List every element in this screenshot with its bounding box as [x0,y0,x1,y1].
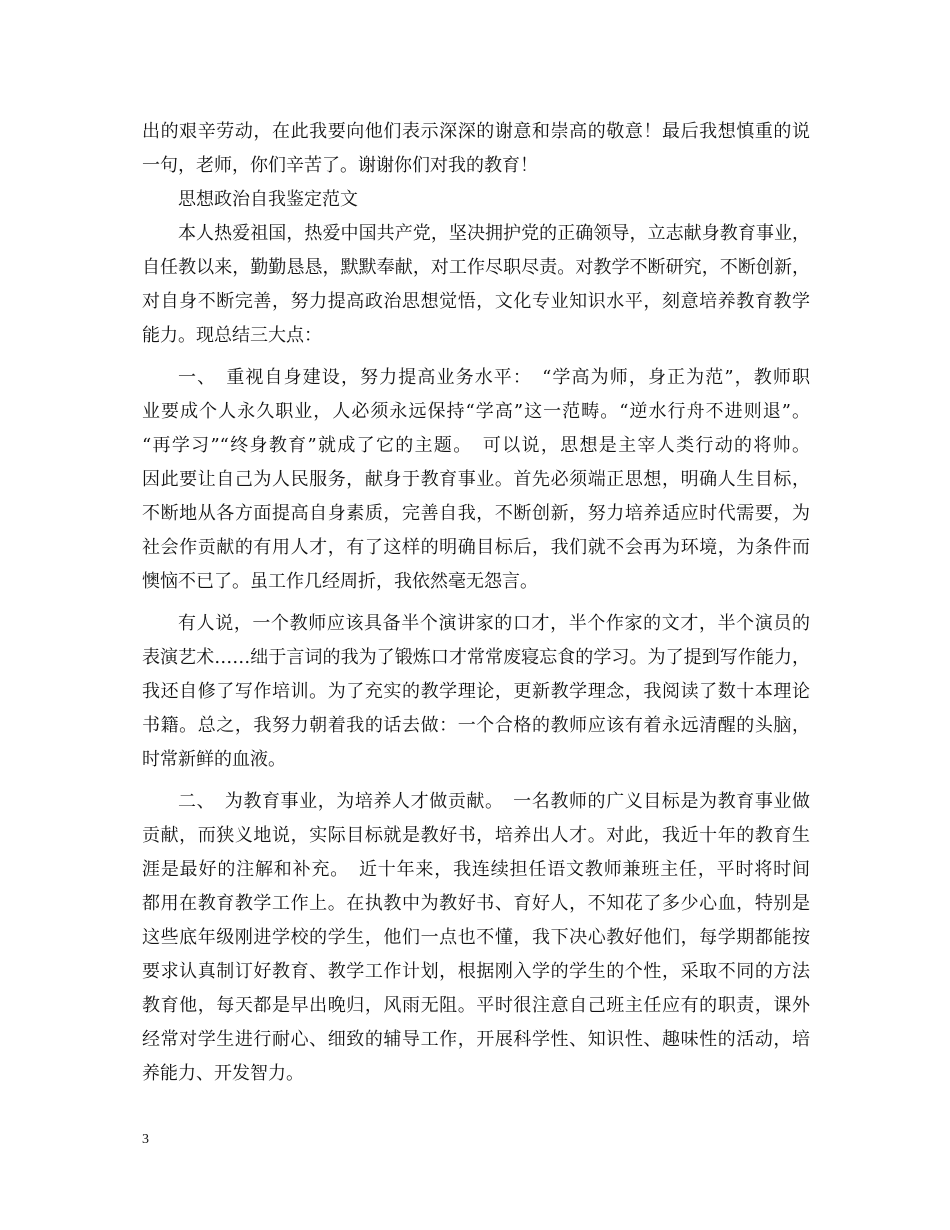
text-line: 不断地从各方面提高自身素质，完善自我，不断创新，努力培养适应时代需要，为 [142,503,810,524]
text-line: 因此要让自己为人民服务，献身于教育事业。首先必须端正思想，明确人生目标， [142,469,810,490]
text-line: 教育他，每天都是早出晚归，风雨无阻。平时很注意自己班主任应有的职责，课外 [142,995,810,1016]
text-line: 社会作贡献的有用人才，有了这样的明确目标后，我们就不会再为环境，为条件而 [142,537,810,558]
section-heading: 思想政治自我鉴定范文 [178,189,358,210]
text-line: “再学习”“终身教育”就成了它的主题。 可以说，思想是主宰人类行动的将帅。 [142,435,810,456]
text-line: 本人热爱祖国，热爱中国共产党，坚决拥护党的正确领导，立志献身教育事业， [178,223,810,244]
text-line: 涯是最好的注解和补充。 近十年来，我连续担任语文教师兼班主任，平时将时间 [142,859,810,880]
text-line: 都用在教育教学工作上。在执教中为教好书、育好人，不知花了多少心血，特别是 [142,893,810,914]
text-line: 经常对学生进行耐心、细致的辅导工作，开展科学性、知识性、趣味性的活动，培 [142,1029,810,1050]
text-line: 自任教以来，勤勤恳恳，默默奉献，对工作尽职尽责。对教学不断研究，不断创新， [142,257,810,278]
text-line: 懊恼不已了。虽工作几经周折，我依然毫无怨言。 [142,571,538,592]
document-body [142,115,810,1091]
text-line: 有人说，一个教师应该具备半个演讲家的口才，半个作家的文才，半个演员的 [178,613,810,634]
text-line: 要求认真制订好教育、教学工作计划，根据刚入学的学生的个性，采取不同的方法 [142,961,810,982]
text-line: 二、 为教育事业，为培养人才做贡献。 一名教师的广义目标是为教育事业做 [178,791,810,812]
text-line: 能力。现总结三大点： [142,325,322,346]
text-line: 业要成个人永久职业，人必须永远保持“学高”这一范畴。“逆水行舟不进则退”。 [142,401,810,422]
paragraph-gap [142,777,810,785]
text-line: 对自身不断完善，努力提高政治思想觉悟，文化专业知识水平，刻意培养教育教学 [142,291,810,312]
text-line: 这些底年级刚进学校的学生，他们一点也不懂，我下决心教好他们，每学期都能按 [142,927,810,948]
page-number: 3 [142,1132,149,1147]
text-line: 一句，老师，你们辛苦了。谢谢你们对我的教育！ [142,155,538,176]
text-line: 书籍。总之，我努力朝着我的话去做：一个合格的教师应该有着永远清醒的头脑， [142,715,810,736]
text-line: 养能力、开发智力。 [142,1063,304,1084]
text-line: 一、 重视自身建设，努力提高业务水平： “学高为师，身正为范”，教师职 [178,367,810,388]
paragraph-gap [142,599,810,607]
paragraph-gap [142,353,810,361]
text-line: 贡献，而狭义地说，实际目标就是教好书，培养出人才。对此，我近十年的教育生 [142,825,810,846]
text-line: 表演艺术……绌于言词的我为了锻炼口才常常废寝忘食的学习。为了提到写作能力， [142,647,810,668]
text-line: 出的艰辛劳动，在此我要向他们表示深深的谢意和崇高的敬意！最后我想慎重的说 [142,121,810,142]
text-line: 时常新鲜的血液。 [142,749,286,770]
text-line: 我还自修了写作培训。为了充实的教学理论，更新教学理念，我阅读了数十本理论 [142,681,810,702]
